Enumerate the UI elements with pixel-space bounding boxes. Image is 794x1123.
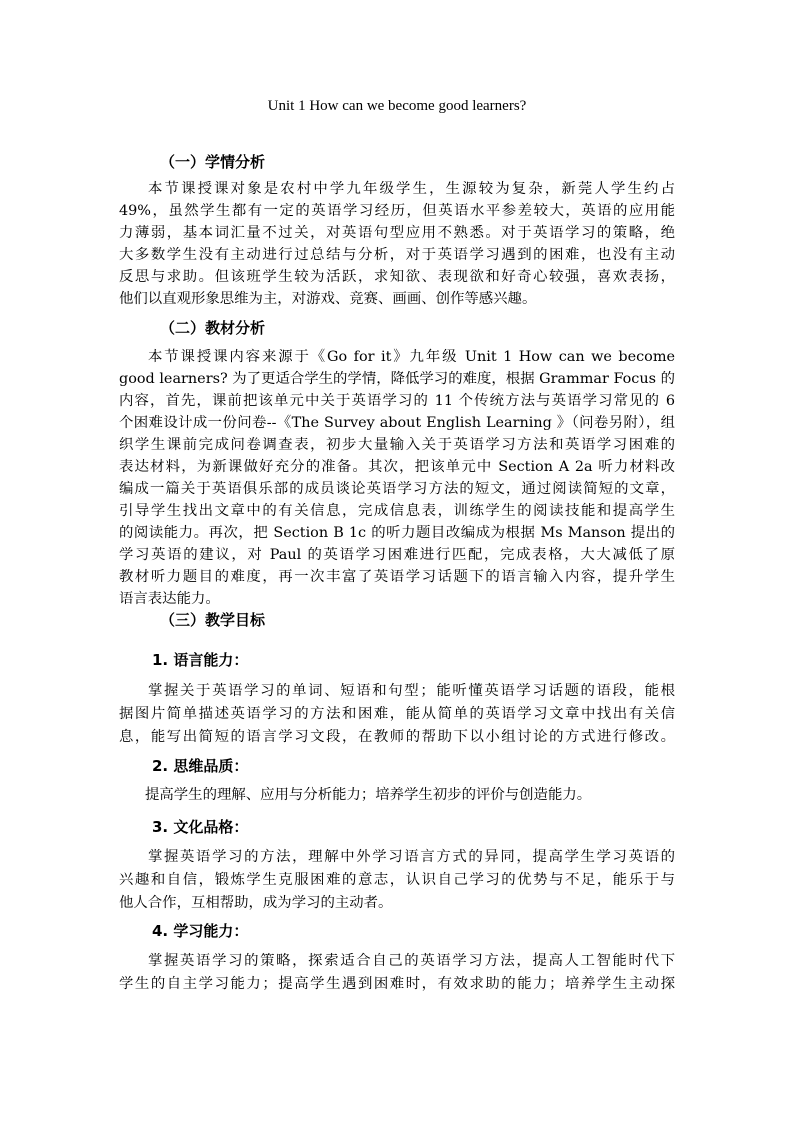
paragraph-line: 引导学生找出文章中的有关信息，完成信息表，训练学生的阅读技能和提高学生 xyxy=(119,503,675,519)
paragraph-line: 掌握英语学习的方法，理解中外学习语言方式的异同，提高学生学习英语的 xyxy=(148,849,675,865)
paragraph-line: 的阅读能力。再次，把 Section B 1c 的听力题目改编成为根据 Ms Manson 提出的 xyxy=(119,525,675,541)
paragraph-line: 提高学生的理解、应用与分析能力；培养学生初步的评价与创造能力。 xyxy=(145,787,592,803)
objective-label-learning-ability: 4. 学习能力： xyxy=(152,922,249,940)
section-heading-material-analysis: （二）教材分析 xyxy=(160,319,266,337)
section-heading-teaching-objectives: （三）教学目标 xyxy=(160,611,266,629)
document-title: Unit 1 How can we become good learners? xyxy=(267,98,527,114)
paragraph-line: 表达材料，为新课做好充分的准备。其次，把该单元中 Section A 2a 听力材料改 xyxy=(119,459,675,475)
paragraph-line: 学生的自主学习能力；提高学生遇到困难时，有效求助的能力；培养学生主动探 xyxy=(119,976,675,992)
paragraph-line: 本节课授课内容来源于《Go for it》九年级 Unit 1 How can we become xyxy=(148,349,675,365)
paragraph-line: 力薄弱，基本词汇量不过关，对英语句型应用不熟悉。对于英语学习的策略，绝 xyxy=(119,225,675,241)
paragraph-line: 教材听力题目的难度，再一次丰富了英语学习话题下的语言输入内容，提升学生 xyxy=(119,569,675,585)
paragraph-line: 语言表达能力。 xyxy=(119,591,220,607)
objective-label-thinking-quality: 2. 思维品质： xyxy=(152,757,249,775)
paragraph-line: good learners? 为了更适合学生的学情，降低学习的难度，根据 Grammar Focus 的 xyxy=(119,371,675,387)
paragraph-line: 他们以直观形象思维为主，对游戏、竞赛、画画、创作等感兴趣。 xyxy=(119,291,537,307)
paragraph-line: 息，能写出简短的语言学习文段，在教师的帮助下以小组讨论的方式进行修改。 xyxy=(119,729,675,745)
paragraph-line: 49%，虽然学生都有一定的英语学习经历，但英语水平参差较大，英语的应用能 xyxy=(119,203,675,219)
paragraph-line: 学习英语的建议，对 Paul 的英语学习困难进行匹配，完成表格，大大减低了原 xyxy=(119,547,675,563)
paragraph-line: 编成一篇关于英语俱乐部的成员谈论英语学习方法的短文，通过阅读简短的文章， xyxy=(119,481,675,497)
paragraph-line: 掌握关于英语学习的单词、短语和句型；能听懂英语学习话题的语段，能根 xyxy=(148,683,675,699)
paragraph-line: 本节课授课对象是农村中学九年级学生，生源较为复杂，新莞人学生约占 xyxy=(148,181,675,197)
objective-label-cultural-character: 3. 文化品格： xyxy=(152,818,249,836)
paragraph-line: 大多数学生没有主动进行过总结与分析，对于英语学习遇到的困难，也没有主动 xyxy=(119,247,675,263)
section-heading-learner-analysis: （一）学情分析 xyxy=(160,153,266,171)
paragraph-line: 织学生课前完成问卷调查表，初步大量输入关于英语学习方法和英语学习困难的 xyxy=(119,437,675,453)
paragraph-line: 兴趣和自信，锻炼学生克服困难的意志，认识自己学习的优势与不足，能乐于与 xyxy=(119,872,675,888)
paragraph-line: 他人合作，互相帮助，成为学习的主动者。 xyxy=(119,895,393,911)
objective-label-language-ability: 1. 语言能力： xyxy=(152,651,249,669)
paragraph-line: 据图片简单描述英语学习的方法和困难，能从简单的英语学习文章中找出有关信 xyxy=(119,706,675,722)
paragraph-line: 个困难设计成一份问卷--《The Survey about English Learning 》（问卷另附），组 xyxy=(119,415,675,431)
paragraph-line: 掌握英语学习的策略，探索适合自己的英语学习方法，提高人工智能时代下 xyxy=(148,953,675,969)
paragraph-line: 反思与求助。但该班学生较为活跃，求知欲、表现欲和好奇心较强，喜欢表扬， xyxy=(119,269,675,285)
paragraph-line: 内容，首先，课前把该单元中关于英语学习的 11 个传统方法与英语学习常见的 6 xyxy=(119,393,675,409)
